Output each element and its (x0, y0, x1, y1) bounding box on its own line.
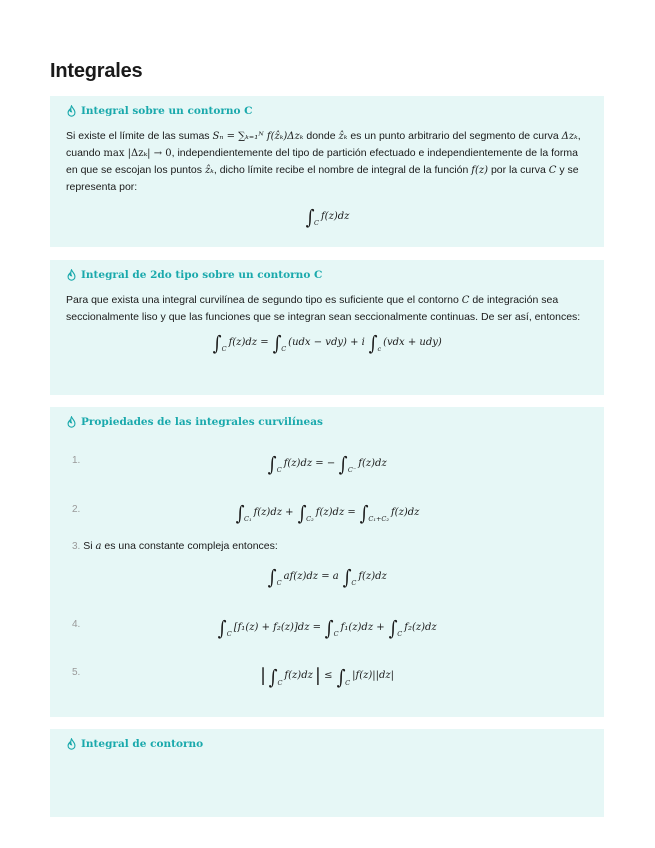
math-inline: ẑₖ (204, 165, 214, 176)
callout-integral-de-contorno (50, 729, 604, 817)
equation-part: f(z)dz + (253, 506, 294, 518)
flame-icon (66, 105, 77, 117)
flame-icon (66, 416, 77, 428)
display-equation (66, 205, 588, 229)
abs-bar: | (314, 665, 321, 686)
math-inline: max |Δzₖ| → 0 (103, 148, 172, 159)
callout-title (66, 738, 588, 750)
equation-part: f(z)dz = (228, 336, 269, 348)
list-number: 3. (72, 541, 81, 552)
math-inline: a (95, 541, 102, 552)
equation-part: f(z)dz (358, 457, 387, 469)
equation-part: af(z)dz = a (283, 570, 339, 582)
equation-part: |f(z)||dz| (352, 670, 395, 681)
integral-sign: ∫ (268, 452, 277, 476)
integral-sign: ∫ (268, 664, 278, 689)
callout-integral-contorno-c (50, 96, 604, 247)
equation-part: f₁(z)dz + (340, 621, 385, 633)
equation-part: f(z)dz (284, 670, 313, 681)
display-equation (50, 501, 604, 525)
display-equation (50, 664, 604, 689)
subscript: C (277, 678, 283, 687)
equation-part: [f₁(z) + f₂(z)]dz = (233, 621, 322, 633)
callout-integral-2do-tipo (50, 260, 604, 395)
text: donde (306, 130, 336, 142)
integral-sign: ∫ (212, 331, 222, 355)
subscript: C (345, 678, 351, 687)
text: es una constante compleja entonces: (104, 540, 278, 552)
callout-title (50, 416, 604, 428)
integral-sign: ∫ (305, 205, 315, 229)
subscript: C₁+C₂ (368, 515, 389, 523)
flame-icon (66, 738, 77, 750)
callout-propiedades (50, 407, 604, 717)
display-equation (66, 331, 588, 355)
subscript: c (377, 345, 382, 353)
callout-title-text: Integral sobre un contorno C (81, 105, 253, 117)
list-item-text (72, 540, 278, 552)
integral-sign: ∫ (218, 616, 227, 640)
subscript: C (333, 630, 339, 638)
list-number: 2. (72, 504, 81, 515)
callout-title (66, 105, 588, 117)
equation-part: f(z)dz = − (283, 457, 336, 469)
math-inline: Δzₖ (561, 131, 578, 142)
integral-sign: ∫ (336, 664, 346, 689)
page-title: Integrales (50, 60, 143, 82)
equation-part: f(z)dz (358, 570, 387, 582)
callout-title-text: Integral de contorno (81, 738, 204, 750)
subscript: C (226, 630, 232, 638)
text: de integración sea seccionalmente liso y que las funciones que se integran sean seccionalmente continuas. De ser así, entonces: (66, 294, 581, 323)
integral-sign: ∫ (272, 331, 282, 355)
subscript: C₁ (243, 515, 252, 523)
text: por la curva (490, 164, 546, 176)
math-inline: ẑₖ (338, 131, 348, 142)
display-equation (50, 616, 604, 640)
math-inline: C (461, 295, 470, 306)
integral-sign: ∫ (235, 501, 245, 525)
subscript: C (276, 466, 282, 474)
text: es un punto arbitrario del segmento de curva (350, 130, 559, 142)
math-inline: C (548, 165, 557, 176)
list-number: 5. (72, 667, 81, 678)
callout-title (66, 269, 588, 281)
subscript: C (397, 630, 403, 638)
callout-title-text: Propiedades de las integrales curvilíneas (81, 416, 323, 428)
list-number: 4. (72, 619, 81, 630)
equation-part: (vdx + udy) (383, 336, 442, 348)
text: Si existe el límite de las sumas (66, 130, 210, 142)
text: Para que exista una integral curvilínea de segundo tipo es suficiente que el contorno (66, 294, 459, 306)
subscript: C (351, 579, 357, 587)
callout-title-text: Integral de 2do tipo sobre un contorno C (81, 269, 323, 281)
equation-part: f₂(z)dz (404, 621, 437, 633)
abs-bar: | (259, 665, 267, 686)
integral-sign: ∫ (368, 331, 378, 355)
integrand: f(z)dz (320, 210, 350, 222)
paragraph (66, 128, 588, 196)
subscript: C₂ (306, 515, 314, 523)
flame-icon (66, 269, 77, 281)
integral-sign: ∫ (268, 565, 277, 589)
equation-part: (udx − vdy) + i (288, 336, 365, 348)
integral-sign: ∫ (359, 501, 369, 525)
equation-part: f(z)dz (390, 506, 420, 518)
display-equation (50, 452, 604, 476)
equation-part: ≤ (324, 670, 333, 681)
subscript: C (281, 345, 287, 353)
list-number: 1. (72, 455, 81, 466)
display-equation (50, 565, 604, 589)
text: Si (83, 540, 93, 552)
integral-sign: ∫ (339, 452, 349, 476)
text: y se representa por: (66, 164, 579, 193)
subscript: C (313, 219, 319, 227)
subscript: C⁻ (347, 466, 357, 474)
math-inline: f(z) (471, 165, 489, 176)
integral-sign: ∫ (325, 616, 334, 640)
text: , dicho límite recibe el nombre de integral de la función (213, 164, 469, 176)
integral-sign: ∫ (388, 616, 398, 640)
integral-sign: ∫ (297, 501, 307, 525)
text: , cuando (66, 130, 581, 159)
subscript: C (221, 345, 227, 353)
subscript: C (276, 579, 282, 587)
text: , independientemente del tipo de partición efectuado e independientemente de la forma en que se escojan los puntos (66, 147, 578, 176)
integral-sign: ∫ (342, 565, 352, 589)
equation-part: f(z)dz = (315, 506, 356, 518)
math-inline: Sₙ = ∑ₖ₌₁ᴺ f(ẑₖ)Δzₖ (212, 131, 304, 142)
paragraph (66, 292, 588, 326)
